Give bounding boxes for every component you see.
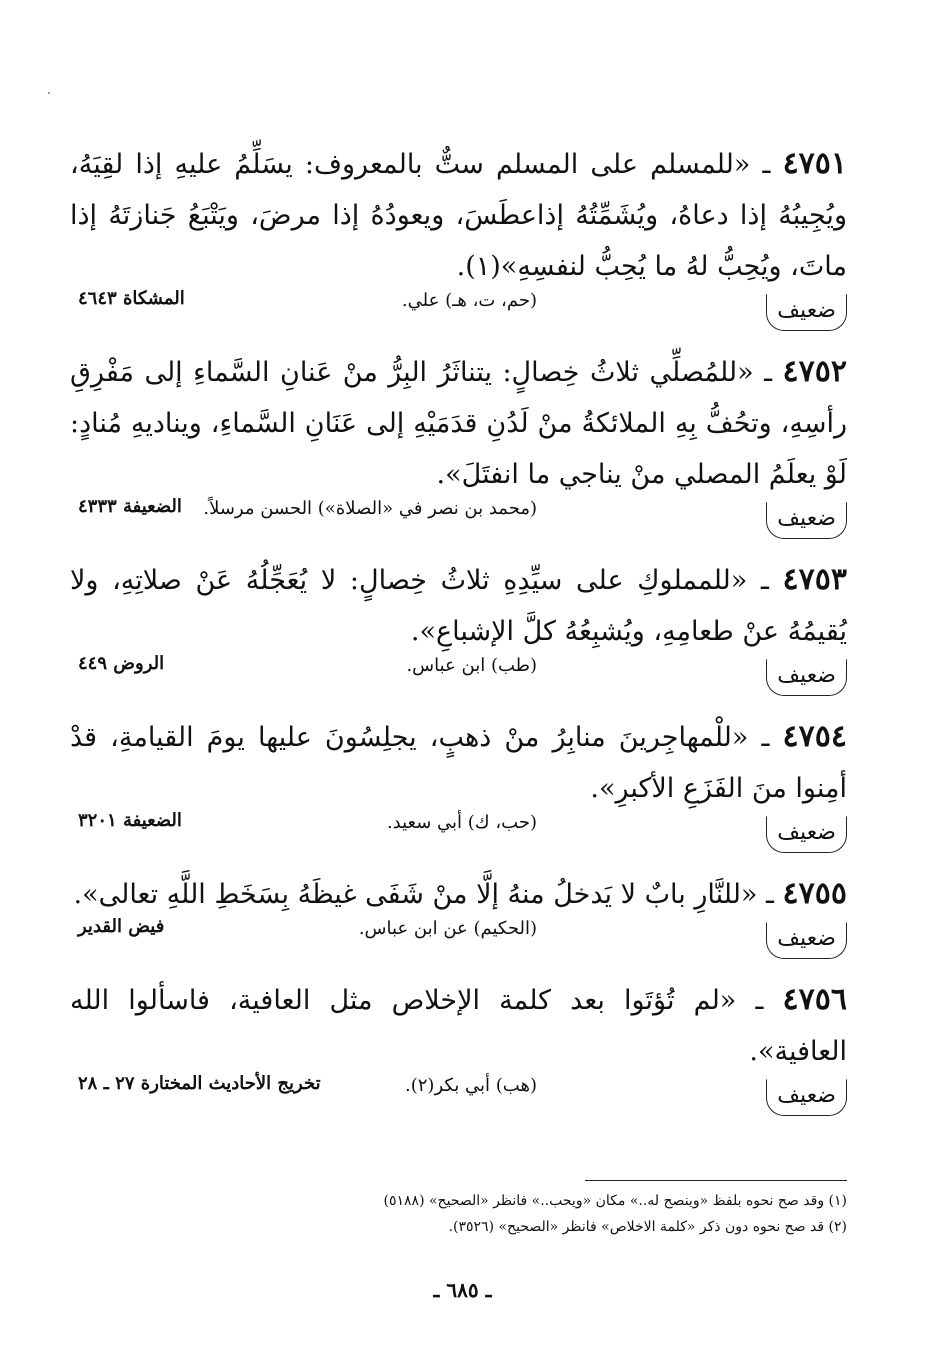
hadith-entry-4753 — [70, 554, 847, 707]
hadith-body: ـ «للْمهاجِرينَ منابِرُ منْ ذهبٍ، يجلِسُونَ عليها يومَ القيامةِ، قدْ أمِنوا منَ الفَزَعِ الأكبرِ». — [70, 722, 847, 804]
source-label: (حم، ت، هـ) علي. — [401, 290, 537, 311]
grade-label: ضعيف — [766, 816, 847, 853]
reference-label: فيض القدير — [78, 916, 165, 937]
source-label: (محمد بن نصر في «الصلاة») الحسن مرسلاً. — [203, 498, 537, 519]
hadith-meta — [70, 288, 847, 342]
hadith-body: ـ «لم تُؤتَوا بعد كلمة الإخلاص مثل العافية، فاسألوا الله العافية». — [70, 985, 847, 1067]
hadith-text — [70, 554, 847, 657]
page-number: ـ ٦٨٥ ـ — [433, 1278, 492, 1302]
hadith-text — [70, 346, 847, 500]
scan-mark — [48, 92, 50, 94]
grade-label: ضعيف — [766, 922, 847, 959]
grade-label: ضعيف — [766, 1079, 847, 1116]
hadith-number: ٤٧٥٦ — [782, 982, 847, 1017]
footnote-divider — [585, 1180, 847, 1181]
hadith-meta — [70, 653, 847, 707]
source-label: (طب) ابن عباس. — [406, 655, 537, 676]
hadith-text — [70, 138, 847, 292]
hadith-entry-4756 — [70, 974, 847, 1127]
hadith-meta — [70, 810, 847, 864]
hadith-entry-4751 — [70, 138, 847, 342]
hadith-text — [70, 868, 847, 920]
grade-label: ضعيف — [766, 502, 847, 539]
hadith-body: ـ «للمُصلِّي ثلاثُ خِصالٍ: يتناثَرُ البِرُّ منْ عَنانِ السَّماءِ إلى مَفْرِقِ رأسِهِ، وتحُفُّ بِهِ الملائكةُ منْ لَدُنِ قدَمَيْهِ إلى عَنَانِ السَّماءِ، ويناديهِ مُنادٍ: لَوْ يعلَمُ المصلي منْ يناجي ما انفتَلَ». — [70, 357, 847, 490]
hadith-number: ٤٧٥٤ — [782, 719, 847, 754]
hadith-text — [70, 974, 847, 1077]
reference-label: الروض ٤٤٩ — [78, 653, 165, 674]
hadith-body: ـ «للنَّارِ بابٌ لا يَدخلُ منهُ إلَّا منْ شَفَى غيظَهُ بِسَخَطِ اللَّهِ تعالى». — [73, 879, 774, 910]
hadith-meta — [70, 916, 847, 970]
hadith-number: ٤٧٥٢ — [782, 354, 847, 389]
hadith-meta — [70, 496, 847, 550]
reference-label: تخريج الأحاديث المختارة ٢٧ ـ ٢٨ — [78, 1073, 321, 1094]
hadith-number: ٤٧٥٣ — [782, 562, 847, 597]
grade-label: ضعيف — [766, 659, 847, 696]
footnote-1: (١) وقد صح نحوه بلفظ «وينصح له..» مكان «ويحب..» فانظر «الصحيح» (٥١٨٨) — [383, 1193, 847, 1209]
hadith-text — [70, 711, 847, 814]
hadith-number: ٤٧٥١ — [782, 146, 848, 181]
hadith-meta — [70, 1073, 847, 1127]
source-label: (حب، ك) أبي سعيد. — [386, 812, 537, 833]
hadith-body: ـ «للمملوكِ على سيِّدِهِ ثلاثُ خِصالٍ: لا يُعَجِّلُهُ عَنْ صلاتِهِ، ولا يُقيمُهُ عنْ طعامِهِ، ويُشبِعُهُ كلَّ الإشباعِ». — [70, 565, 847, 647]
footnotes — [70, 1188, 847, 1240]
grade-label: ضعيف — [766, 294, 847, 331]
reference-label: الضعيفة ٤٣٣٣ — [78, 496, 182, 517]
source-label: (الحكيم) عن ابن عباس. — [358, 918, 537, 939]
hadith-entry-4752 — [70, 346, 847, 550]
hadith-entry-4755 — [70, 868, 847, 970]
source-label: (هب) أبي بكر(٢). — [405, 1075, 537, 1096]
hadith-number: ٤٧٥٥ — [782, 876, 847, 911]
hadith-body: ـ «للمسلم على المسلم ستٌّ بالمعروف: يسَلِّمُ عليهِ إذا لقِيَهُ، ويُجِيبُهُ إذا دعاهُ، ويُشَمِّتُهُ إذاعطَسَ، ويعودُهُ إذا مرضَ، ويَتْبَعُ جَنازتَهُ إذا ماتَ، ويُحِبُّ لهُ ما يُحِبُّ لنفسِهِ»(١). — [70, 149, 847, 282]
reference-label: الضعيفة ٣٢٠١ — [78, 810, 182, 831]
page-body — [70, 138, 847, 1346]
reference-label: المشكاة ٤٦٤٣ — [78, 288, 185, 309]
footnote-2: (٢) قد صح نحوه دون ذكر «كلمة الاخلاص» فانظر «الصحيح» (٣٥٢٦). — [448, 1219, 847, 1235]
hadith-entry-4754 — [70, 711, 847, 864]
